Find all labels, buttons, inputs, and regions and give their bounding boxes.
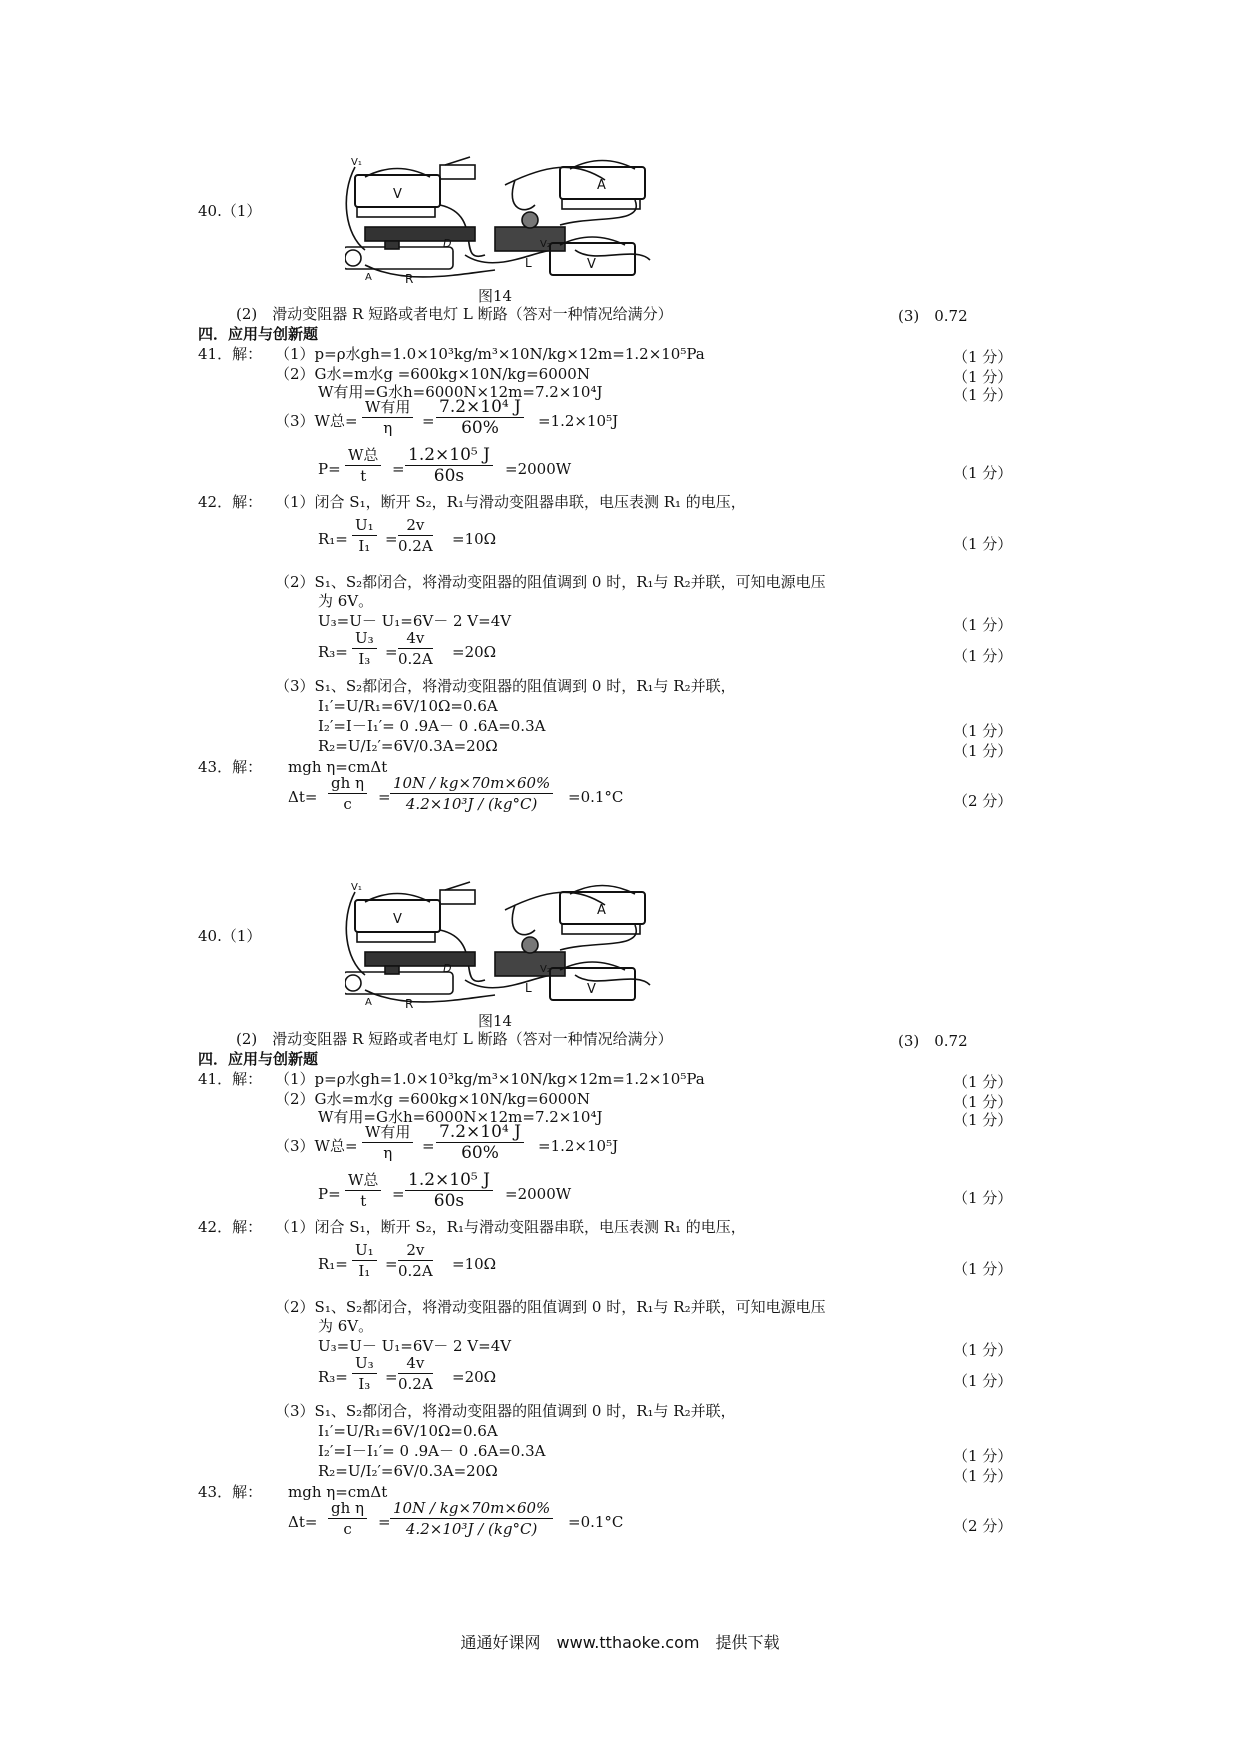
- q42-line5-fraction1: [352, 1354, 377, 1393]
- q42-label: 42．解：: [198, 1218, 263, 1236]
- section-heading: 四．应用与创新题: [198, 325, 319, 343]
- q41-mark2: （1 分）: [953, 368, 1013, 386]
- rheostat-label-r: R: [405, 272, 414, 286]
- q41-line1: （1）p=ρ水gh=1.0×10³kg/m³×10N/kg×12m=1.2×10⁵Pa: [275, 1070, 705, 1088]
- q41-mark3: （1 分）: [953, 1111, 1013, 1129]
- q41-line4-equals: =: [422, 412, 435, 430]
- fraction-numerator: U₃: [352, 629, 377, 649]
- q42-line5-prefix: R₃=: [318, 643, 348, 661]
- q40-part3: (3) 0.72: [898, 307, 968, 325]
- q42-mark5: （1 分）: [953, 1372, 1013, 1390]
- lamp-label-l: L: [525, 981, 532, 995]
- fraction-numerator: 10N / kg×70m×60%: [390, 1499, 553, 1519]
- q42-line9: R₂=U/I₂′=6V/0.3A=20Ω: [318, 737, 498, 755]
- fraction-numerator: W有用: [362, 1123, 413, 1143]
- fraction-numerator: 1.2×10⁵ J: [405, 446, 493, 466]
- q42-line3: （2）S₁、S₂都闭合，将滑动变阻器的阻值调到 0 时，R₁与 R₂并联，可知电源电压: [275, 573, 826, 591]
- q41-line5-equals: =: [392, 460, 405, 478]
- q41-mark5: （1 分）: [953, 464, 1013, 482]
- q41-line2: （2）G水=m水g =600kg×10N/kg=6000N: [275, 1090, 590, 1108]
- meter-v1-symbol: V: [393, 912, 402, 927]
- lamp-label-l: L: [525, 256, 532, 270]
- meter-v2-symbol: V: [587, 982, 596, 997]
- q40-part2: (2) 滑动变阻器 R 短路或者电灯 L 断路（答对一种情况给满分）: [236, 305, 673, 323]
- q41-line4-fraction2: [436, 1123, 524, 1162]
- answer-block-2: [0, 725, 1240, 1605]
- q40-part2: (2) 滑动变阻器 R 短路或者电灯 L 断路（答对一种情况给满分）: [236, 1030, 673, 1048]
- q42-mark9: （1 分）: [953, 742, 1013, 760]
- meter-v2-symbol: V: [587, 257, 596, 272]
- q41-line5-result: =2000W: [505, 460, 572, 478]
- rheostat-label-d: D: [443, 962, 452, 975]
- q42-line2-prefix: R₁=: [318, 1255, 348, 1273]
- q41-line5-prefix: P=: [318, 460, 341, 478]
- q43-label: 43．解：: [198, 1483, 263, 1501]
- q42-line3: （2）S₁、S₂都闭合，将滑动变阻器的阻值调到 0 时，R₁与 R₂并联，可知电源电压: [275, 1298, 826, 1316]
- fraction-numerator: 2v: [398, 1241, 433, 1261]
- q41-line4-result: =1.2×10⁵J: [538, 1137, 619, 1155]
- q42-line7: I₁′=U/R₁=6V/10Ω=0.6A: [318, 1422, 498, 1440]
- rheostat-label-d: D: [443, 237, 452, 250]
- q42-line5-fraction2: [398, 1354, 433, 1393]
- fraction-denominator: η: [383, 1144, 393, 1162]
- q43-line2-equals: =: [378, 1513, 391, 1531]
- fraction-numerator: W总: [345, 446, 381, 466]
- q42-line8: I₂′=I－I₁′= 0 .9A－ 0 .6A=0.3A: [318, 1442, 546, 1460]
- fraction-numerator: 10N / kg×70m×60%: [390, 774, 553, 794]
- q42-line4: U₃=U－ U₁=6V－ 2 V=4V: [318, 612, 512, 630]
- q41-line5-result: =2000W: [505, 1185, 572, 1203]
- q42-line2-fraction1: [352, 1241, 377, 1280]
- fraction-denominator: c: [343, 795, 352, 813]
- q42-label: 42．解：: [198, 493, 263, 511]
- fraction-numerator: 1.2×10⁵ J: [405, 1171, 493, 1191]
- q42-line4: U₃=U－ U₁=6V－ 2 V=4V: [318, 1337, 512, 1355]
- fraction-denominator: 0.2A: [398, 1262, 433, 1280]
- q43-line2-equals: =: [378, 788, 391, 806]
- q42-line3-continued: 为 6V。: [318, 1317, 374, 1335]
- q43-line2-result: =0.1°C: [568, 788, 624, 806]
- q41-line2: （2）G水=m水g =600kg×10N/kg=6000N: [275, 365, 590, 383]
- fraction-numerator: gh η: [328, 774, 367, 794]
- footer-source: 通通好课网 www.tthaoke.com 提供下载: [460, 1633, 780, 1652]
- rheostat-label-r: R: [405, 997, 414, 1011]
- q41-line4-result: =1.2×10⁵J: [538, 412, 619, 430]
- fraction-numerator: U₃: [352, 1354, 377, 1374]
- figure-caption: 图14: [478, 1012, 513, 1030]
- q42-line6: （3）S₁、S₂都闭合，将滑动变阻器的阻值调到 0 时，R₁与 R₂并联，: [275, 677, 736, 695]
- q42-mark2: （1 分）: [953, 535, 1013, 553]
- fraction-numerator: 7.2×10⁴ J: [436, 1123, 524, 1143]
- fraction-denominator: 60s: [433, 1191, 465, 1211]
- q42-line6: （3）S₁、S₂都闭合，将滑动变阻器的阻值调到 0 时，R₁与 R₂并联，: [275, 1402, 736, 1420]
- q42-mark2: （1 分）: [953, 1260, 1013, 1278]
- q41-line5-prefix: P=: [318, 1185, 341, 1203]
- q40-label: 40.（1）: [198, 202, 262, 220]
- q42-line2-fraction1: [352, 516, 377, 555]
- q41-line4-prefix: （3）W总=: [275, 412, 358, 430]
- fraction-denominator: 0.2A: [398, 650, 433, 668]
- fraction-denominator: 4.2×10³J / (kg°C): [405, 1520, 538, 1538]
- fraction-denominator: 60%: [461, 418, 499, 438]
- q42-line5-result: =20Ω: [452, 643, 497, 661]
- q42-line2-prefix: R₁=: [318, 530, 348, 548]
- fraction-denominator: t: [360, 1192, 367, 1210]
- q40-part3: (3) 0.72: [898, 1032, 968, 1050]
- fraction-denominator: η: [383, 419, 393, 437]
- q43-line2-result: =0.1°C: [568, 1513, 624, 1531]
- q41-line4-fraction1: [362, 1123, 413, 1162]
- fraction-denominator: 0.2A: [398, 1375, 433, 1393]
- q43-line2-fraction1: [328, 1499, 367, 1538]
- q42-line2-fraction2: [398, 1241, 433, 1280]
- q42-line1: （1）闭合 S₁，断开 S₂，R₁与滑动变阻器串联，电压表测 R₁ 的电压，: [275, 1218, 746, 1236]
- q42-mark5: （1 分）: [953, 647, 1013, 665]
- fraction-denominator: t: [360, 467, 367, 485]
- q41-mark5: （1 分）: [953, 1189, 1013, 1207]
- q42-line5-fraction1: [352, 629, 377, 668]
- fraction-numerator: 4v: [398, 1354, 433, 1374]
- rheostat-label-a: A: [365, 272, 372, 283]
- q43-line2-prefix: Δt=: [288, 1513, 318, 1531]
- q41-line3: W有用=G水h=6000N×12m=7.2×10⁴J: [318, 383, 603, 401]
- q42-mark9: （1 分）: [953, 1467, 1013, 1485]
- q42-line2-fraction2: [398, 516, 433, 555]
- fraction-denominator: I₁: [358, 537, 371, 555]
- q42-line3-continued: 为 6V。: [318, 592, 374, 610]
- fraction-numerator: 7.2×10⁴ J: [436, 398, 524, 418]
- q42-line9: R₂=U/I₂′=6V/0.3A=20Ω: [318, 1462, 498, 1480]
- q41-line5-equals: =: [392, 1185, 405, 1203]
- fraction-denominator: 4.2×10³J / (kg°C): [405, 795, 538, 813]
- q42-line2-equals: =: [385, 1255, 398, 1273]
- q42-line2-result: =10Ω: [452, 530, 497, 548]
- q41-mark1: （1 分）: [953, 348, 1013, 366]
- fraction-numerator: U₁: [352, 1241, 377, 1261]
- q41-line4-prefix: （3）W总=: [275, 1137, 358, 1155]
- fraction-denominator: c: [343, 1520, 352, 1538]
- fraction-denominator: I₁: [358, 1262, 371, 1280]
- q42-mark4: （1 分）: [953, 616, 1013, 634]
- q41-line5-fraction1: [345, 446, 381, 485]
- q42-line2-equals: =: [385, 530, 398, 548]
- meter-v1-label: V₁: [351, 882, 362, 893]
- q40-label: 40.（1）: [198, 927, 262, 945]
- q41-line1: （1）p=ρ水gh=1.0×10³kg/m³×10N/kg×12m=1.2×10⁵Pa: [275, 345, 705, 363]
- q42-line8: I₂′=I－I₁′= 0 .9A－ 0 .6A=0.3A: [318, 717, 546, 735]
- rheostat-label-a: A: [365, 997, 372, 1008]
- meter-v2-label: V₂: [540, 964, 551, 975]
- q41-line4-equals: =: [422, 1137, 435, 1155]
- fraction-numerator: U₁: [352, 516, 377, 536]
- q41-line5-fraction1: [345, 1171, 381, 1210]
- q42-line5-fraction2: [398, 629, 433, 668]
- q42-line5-prefix: R₃=: [318, 1368, 348, 1386]
- q42-line7: I₁′=U/R₁=6V/10Ω=0.6A: [318, 697, 498, 715]
- fraction-numerator: gh η: [328, 1499, 367, 1519]
- q41-mark3: （1 分）: [953, 386, 1013, 404]
- q43-mark2: （2 分）: [953, 792, 1013, 810]
- q41-line4-fraction1: [362, 398, 413, 437]
- fraction-denominator: 0.2A: [398, 537, 433, 555]
- fraction-numerator: 4v: [398, 629, 433, 649]
- q43-line1: mgh η=cmΔt: [288, 758, 388, 776]
- fraction-numerator: 2v: [398, 516, 433, 536]
- meter-v1-symbol: V: [393, 187, 402, 202]
- circuit-figure: [345, 155, 665, 290]
- q41-label: 41．解：: [198, 345, 263, 363]
- q41-line5-fraction2: [405, 1171, 493, 1210]
- q42-line5-equals: =: [385, 643, 398, 661]
- figure-caption: 图14: [478, 287, 513, 305]
- q43-label: 43．解：: [198, 758, 263, 776]
- q41-mark1: （1 分）: [953, 1073, 1013, 1091]
- q43-line2-prefix: Δt=: [288, 788, 318, 806]
- circuit-figure: [345, 880, 665, 1015]
- q43-line2-fraction2: [390, 1499, 553, 1538]
- q43-mark2: （2 分）: [953, 1517, 1013, 1535]
- q41-mark2: （1 分）: [953, 1093, 1013, 1111]
- q42-line2-result: =10Ω: [452, 1255, 497, 1273]
- section-heading: 四．应用与创新题: [198, 1050, 319, 1068]
- q42-mark4: （1 分）: [953, 1341, 1013, 1359]
- fraction-numerator: W总: [345, 1171, 381, 1191]
- q41-line3: W有用=G水h=6000N×12m=7.2×10⁴J: [318, 1108, 603, 1126]
- fraction-denominator: 60s: [433, 466, 465, 486]
- meter-a-symbol: A: [597, 903, 606, 918]
- q42-mark8: （1 分）: [953, 1447, 1013, 1465]
- meter-a-symbol: A: [597, 178, 606, 193]
- fraction-denominator: 60%: [461, 1143, 499, 1163]
- q42-line5-result: =20Ω: [452, 1368, 497, 1386]
- q43-line1: mgh η=cmΔt: [288, 1483, 388, 1501]
- q41-label: 41．解：: [198, 1070, 263, 1088]
- q41-line4-fraction2: [436, 398, 524, 437]
- meter-v2-label: V₂: [540, 239, 551, 250]
- fraction-numerator: W有用: [362, 398, 413, 418]
- fraction-denominator: I₃: [358, 650, 371, 668]
- fraction-denominator: I₃: [358, 1375, 371, 1393]
- q42-line1: （1）闭合 S₁，断开 S₂，R₁与滑动变阻器串联，电压表测 R₁ 的电压，: [275, 493, 746, 511]
- q42-line5-equals: =: [385, 1368, 398, 1386]
- q41-line5-fraction2: [405, 446, 493, 485]
- q42-mark8: （1 分）: [953, 722, 1013, 740]
- meter-v1-label: V₁: [351, 157, 362, 168]
